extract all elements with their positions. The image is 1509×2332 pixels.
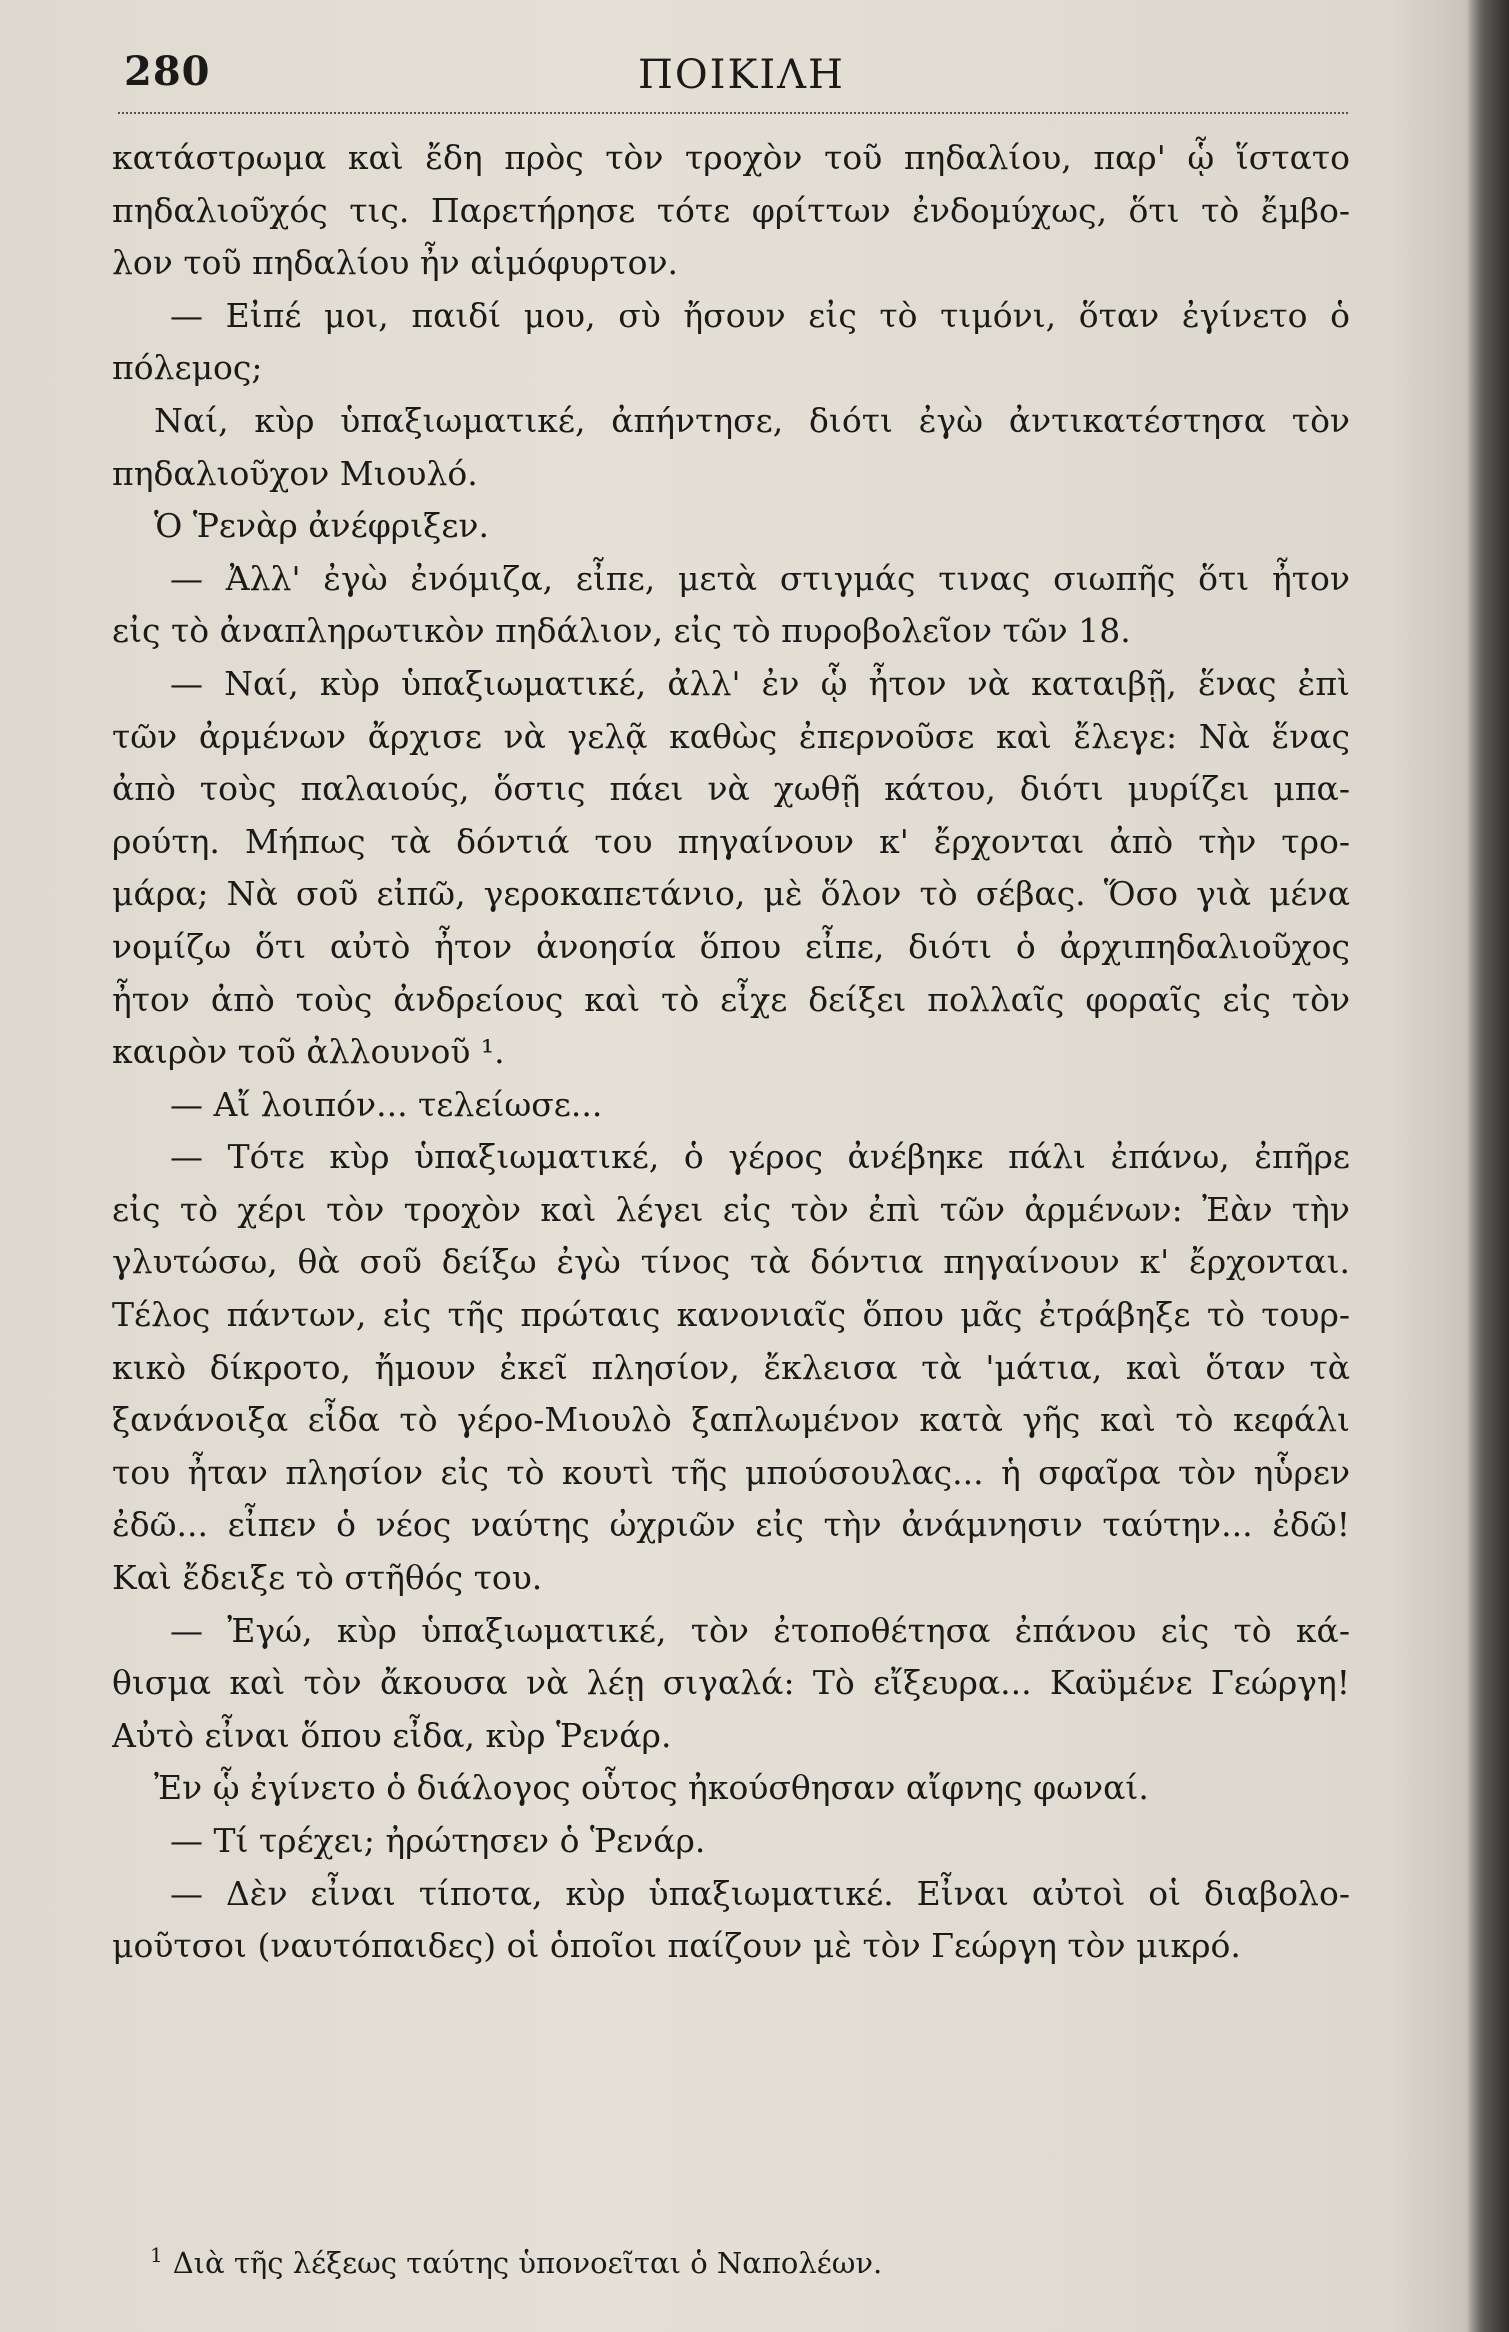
text-line: — Τότε κὺρ ὑπαξιωματικέ, ὁ γέρος ἀνέβηκε πάλι ἐπάνω, ἐπῆρε — [170, 1137, 1350, 1177]
text-line: Ὁ Ῥενὰρ ἀνέφριξεν. — [154, 506, 489, 546]
page-header — [118, 48, 1348, 108]
text-line: εἰς τὸ ἀναπληρωτικὸν πηδάλιον, εἰς τὸ πυροβολεῖον τῶν 18. — [112, 611, 1131, 651]
text-line: νομίζω ὅτι αὐτὸ ἦτον ἀνοησία ὅπου εἶπε, διότι ὁ ἀρχιπηδαλιοῦχος — [112, 926, 1350, 966]
page-binding-edge — [1467, 0, 1509, 2332]
text-line: του ἦταν πλησίον εἰς τὸ κουτὶ τῆς μπούσουλας... ἡ σφαῖρα τὸν ηὗρεν — [112, 1452, 1350, 1492]
text-line: ἐδῶ... εἶπεν ὁ νέος ναύτης ὠχριῶν εἰς τὴν ἀνάμνησιν ταύτην... ἐδῶ! — [112, 1505, 1350, 1545]
text-line: — Ἐγώ, κὺρ ὑπαξιωματικέ, τὸν ἐτοποθέτησα ἐπάνου εἰς τὸ κά- — [170, 1610, 1350, 1650]
text-line: Τέλος πάντων, εἰς τῆς πρώταις κανονιαῖς ὅπου μᾶς ἐτράβηξε τὸ τουρ- — [112, 1295, 1350, 1335]
text-line: μάρα; Νὰ σοῦ εἰπῶ, γεροκαπετάνιο, μὲ ὅλον τὸ σέβας. Ὅσο γιὰ μένα — [112, 874, 1350, 914]
text-line: — Αἴ λοιπόν... τελείωσε... — [170, 1084, 603, 1124]
text-line: ἦτον ἀπὸ τοὺς ἀνδρείους καὶ τὸ εἶχε δείξει πολλαῖς φοραῖς εἰς τὸν — [112, 979, 1350, 1019]
text-line: θισμα καὶ τὸν ἄκουσα νὰ λέῃ σιγαλά: Τὸ εἴξευρα... Καϋμένε Γεώργη! — [112, 1663, 1350, 1703]
text-line: ρούτη. Μήπως τὰ δόντιά του πηγαίνουν κ' ἔρχονται ἀπὸ τὴν τρο- — [112, 821, 1350, 861]
text-line: Αὐτὸ εἶναι ὅπου εἶδα, κὺρ Ῥενάρ. — [112, 1715, 672, 1755]
text-line: γλυτώσω, θὰ σοῦ δείξω ἐγὼ τίνος τὰ δόντια πηγαίνουν κ' ἔρχονται. — [112, 1242, 1350, 1282]
text-line: λον τοῦ πηδαλίου ἦν αἱμόφυρτον. — [112, 243, 678, 283]
footnote — [150, 2235, 1300, 2283]
text-line: — Δὲν εἶναι τίποτα, κὺρ ὑπαξιωματικέ. Εἶναι αὐτοὶ οἱ διαβολο- — [170, 1873, 1350, 1913]
text-line: — Ἀλλ' ἐγὼ ἐνόμιζα, εἶπε, μετὰ στιγμάς τινας σιωπῆς ὅτι ἦτον — [170, 558, 1350, 598]
footnote-marker: 1 — [150, 2243, 163, 2267]
text-line: — Τί τρέχει; ἠρώτησεν ὁ Ῥενάρ. — [170, 1821, 706, 1860]
text-line: — Εἰπέ μοι, παιδί μου, σὺ ἤσουν εἰς τὸ τιμόνι, ὅταν ἐγίνετο ὁ — [170, 295, 1350, 335]
body-text — [112, 132, 1350, 1973]
text-line: Ἐν ᾧ ἐγίνετο ὁ διάλογος οὗτος ἠκούσθησαν αἴφνης φωναί. — [154, 1768, 1149, 1808]
page-number: 280 — [124, 48, 211, 95]
footnote-area — [150, 2235, 1300, 2283]
text-line: ἀπὸ τοὺς παλαιούς, ὅστις πάει νὰ χωθῇ κάτου, διότι μυρίζει μπα- — [112, 769, 1350, 809]
text-line: καιρὸν τοῦ ἀλλουνοῦ ¹. — [112, 1032, 505, 1072]
text-line: Ναί, κὺρ ὑπαξιωματικέ, ἀπήντησε, διότι ἐγὼ ἀντικατέστησα τὸν — [154, 400, 1350, 440]
text-line: πηδαλιοῦχον Μιουλό. — [112, 453, 478, 493]
text-line: Καὶ ἔδειξε τὸ στῆθός του. — [112, 1558, 543, 1598]
text-line: μοῦτσοι (ναυτόπαιδες) οἱ ὁποῖοι παίζουν μὲ τὸν Γεώργη τὸν μικρό. — [112, 1926, 1241, 1966]
text-line: πηδαλιοῦχός τις. Παρετήρησε τότε φρίττων ἐνδομύχως, ὅτι τὸ ἔμβο- — [112, 190, 1350, 230]
text-line: εἰς τὸ χέρι τὸν τροχὸν καὶ λέγει εἰς τὸν ἐπὶ τῶν ἀρμένων: Ἐὰν τὴν — [112, 1189, 1350, 1229]
text-line: πόλεμος; — [112, 348, 263, 388]
text-line: ξανάνοιξα εἶδα τὸ γέρο-Μιουλὸ ξαπλωμένον κατὰ γῆς καὶ τὸ κεφάλι — [112, 1400, 1350, 1440]
header-rule — [118, 112, 1348, 114]
footnote-text: Διὰ τῆς λέξεως ταύτης ὑπονοεῖται ὁ Ναπολέων. — [172, 2245, 883, 2280]
text-line: — Ναί, κὺρ ὑπαξιωματικέ, ἀλλ' ἐν ᾧ ἦτον νὰ καταιβῇ, ἕνας ἐπὶ — [170, 663, 1350, 703]
text-line: κικὸ δίκροτο, ἤμουν ἐκεῖ πλησίον, ἔκλεισα τὰ 'μάτια, καὶ ὅταν τὰ — [112, 1347, 1350, 1387]
running-title: ΠΟΙΚΙΛΗ — [638, 52, 845, 98]
text-line: τῶν ἀρμένων ἄρχισε νὰ γελᾷ καθὼς ἐπερνοῦσε καὶ ἔλεγε: Νὰ ἕνας — [112, 716, 1350, 756]
text-line: κατάστρωμα καὶ ἔδη πρὸς τὸν τροχὸν τοῦ πηδαλίου, παρ' ᾧ ἵστατο — [112, 138, 1350, 177]
